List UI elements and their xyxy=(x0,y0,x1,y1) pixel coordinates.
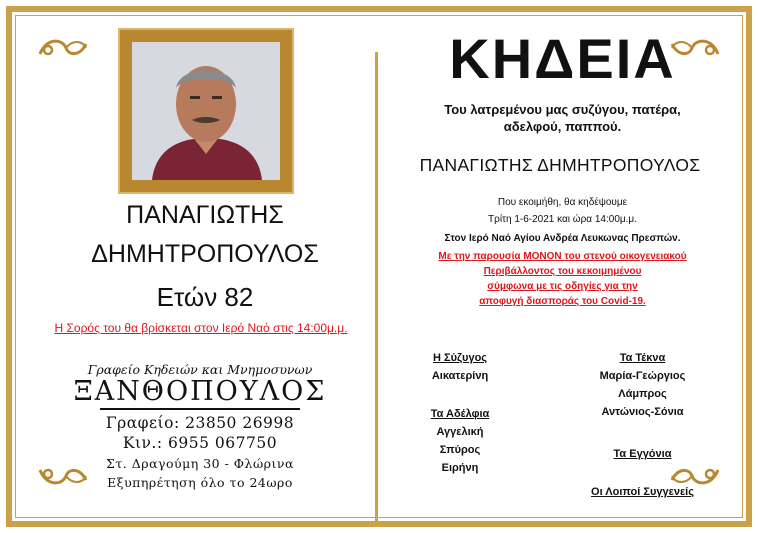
funeral-church: Στον Ιερό Ναό Αγίου Ανδρέα Λευκωνας Πρεσπών. xyxy=(444,233,681,244)
siblings-block xyxy=(400,405,520,477)
funeral-home-mobile-phone: Κιν.: 6955 067750 xyxy=(122,434,278,452)
coffin-location-note: Η Σορός του θα βρίσκεται στον Ιερό Ναό στις 14:00μ.μ. xyxy=(54,321,348,335)
portrait-photo xyxy=(132,42,280,180)
child-name: Λάμπρος xyxy=(618,388,667,400)
grandchildren-block xyxy=(570,445,715,463)
spouse-block xyxy=(400,349,520,385)
sibling-name: Σπύρος xyxy=(439,444,481,456)
deceased-age: Ετών 82 xyxy=(156,282,254,312)
intro-line: Του λατρεμένου μας συζύγου, πατέρα, xyxy=(444,102,681,117)
funeral-home-office-phone: Γραφείο: 23850 26998 xyxy=(105,414,295,432)
covid-notice-line: αποφυγή διασποράς του Covid-19. xyxy=(479,296,646,307)
deceased-last-name: ΔΗΜΗΤΡΟΠΟΥΛΟΣ xyxy=(91,240,319,268)
funeral-announcement-line: Που εκοιμήθη, θα κηδέψουμε xyxy=(497,197,628,208)
child-name: Αντώνιος-Σόνια xyxy=(601,406,684,418)
deceased-portrait xyxy=(120,30,292,192)
funeral-home-address: Στ. Δραγούμη 30 - Φλώρινα xyxy=(106,456,294,471)
funeral-date-time: Τρίτη 1-6-2021 και ώρα 14:00μ.μ. xyxy=(488,214,637,225)
spouse-label: Η Σύζυγος xyxy=(432,352,488,364)
sibling-name: Αγγελική xyxy=(436,426,484,438)
deceased-full-name: ΠΑΝΑΓΙΩΤΗΣ ΔΗΜΗΤΡΟΠΟΥΛΟΣ xyxy=(419,155,701,175)
child-name: Μαρία-Γεώργιος xyxy=(599,370,686,382)
relatives-block xyxy=(560,483,725,501)
funeral-home-title: Γραφείο Κηδειών και Μνημοσυνων xyxy=(87,362,313,377)
spouse-name: Αικατερίνη xyxy=(431,370,489,382)
covid-notice xyxy=(385,249,740,309)
relatives-label: Οι Λοιποί Συγγενείς xyxy=(591,486,694,498)
grandchildren-label: Τα Εγγόνια xyxy=(613,448,672,460)
children-block xyxy=(570,349,715,421)
deceased-first-name: ΠΑΝΑΓΙΩΤΗΣ xyxy=(126,201,284,229)
funeral-home-underline xyxy=(100,408,300,410)
covid-notice-line: σύμφωνα με τις οδηγίες για την xyxy=(487,281,638,292)
intro-text xyxy=(395,101,730,135)
sibling-name: Ειρήνη xyxy=(441,462,479,474)
page-title: ΚΗΔΕΙΑ xyxy=(449,27,676,90)
intro-line: αδελφού, παππού. xyxy=(503,119,622,134)
children-label: Τα Τέκνα xyxy=(619,352,666,364)
covid-notice-line: Περιβάλλοντος του κεκοιμημένου xyxy=(483,266,642,277)
funeral-home-name: ΞΑΝΘΟΠΟΥΛΟΣ xyxy=(73,376,327,407)
scroll-ornament-icon xyxy=(36,34,90,62)
covid-notice-line: Με την παρουσία ΜΟΝΟΝ του στενού οικογενειακού xyxy=(438,251,687,262)
siblings-label: Τα Αδέλφια xyxy=(430,408,490,420)
funeral-home-service-hours: Εξυπηρέτηση όλο το 24ωρο xyxy=(107,475,293,490)
